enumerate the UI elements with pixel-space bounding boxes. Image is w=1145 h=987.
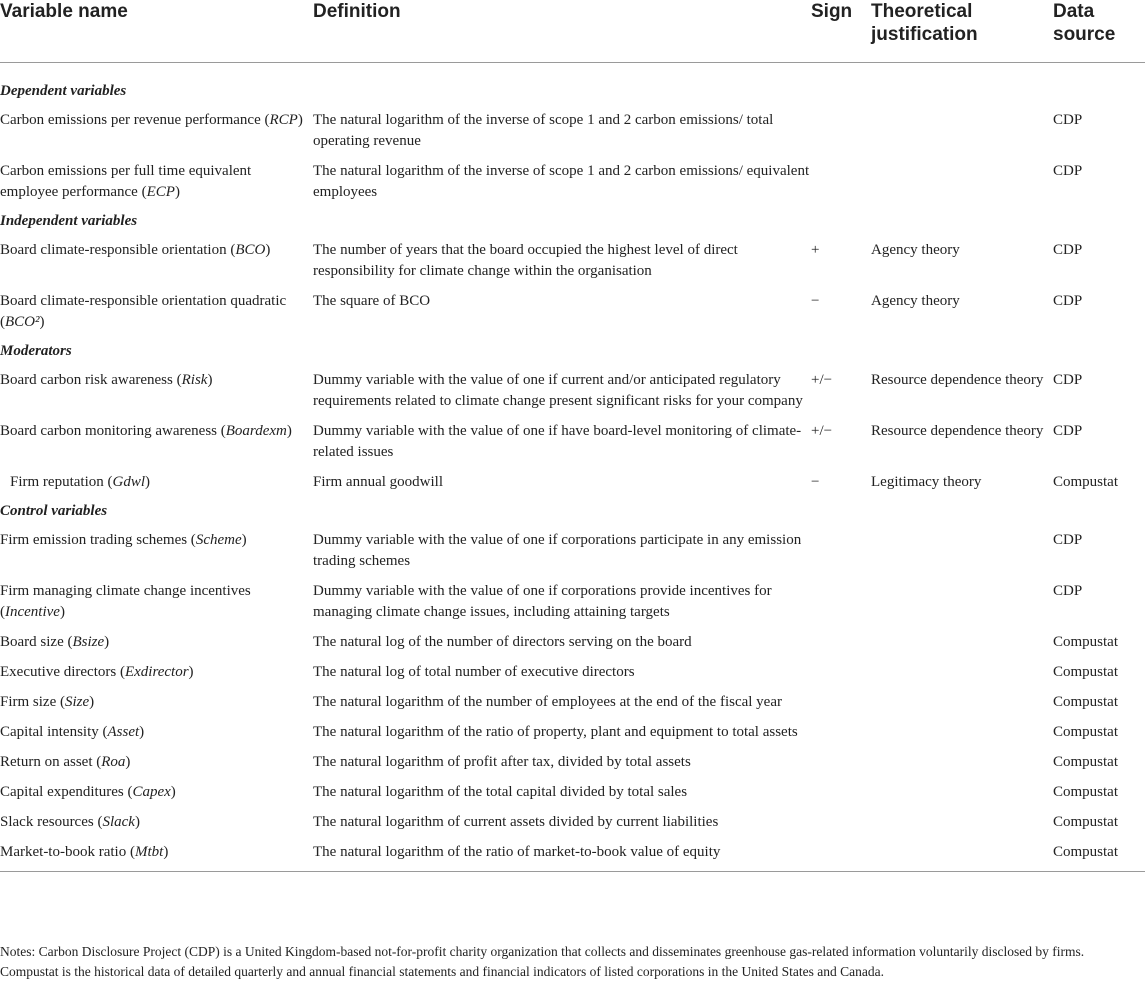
variable-name-cell: [0, 717, 313, 747]
definition-cell: The natural logarithm of the number of employees at the end of the fiscal year: [313, 694, 782, 710]
definition-cell: The natural logarithm of current assets divided by current liabilities: [313, 814, 719, 830]
sign-cell: +: [811, 242, 820, 258]
variable-name-close: ): [241, 532, 247, 548]
definition-cell: Dummy variable with the value of one if corporations participate in any emission trading schemes: [313, 532, 802, 569]
header-sign: Sign: [811, 1, 853, 22]
data-source-cell: Compustat: [1053, 694, 1119, 710]
table-row: [0, 525, 1145, 576]
variable-name-cell: [0, 156, 313, 207]
data-source-cell: Compustat: [1053, 474, 1119, 490]
variable-name-cell: [0, 687, 313, 717]
variable-abbreviation: Roa: [101, 754, 126, 770]
table-row: [0, 717, 1145, 747]
variable-name: Slack resources (: [0, 814, 103, 830]
header-data-source: Data source: [1053, 1, 1116, 45]
table-row: [0, 576, 1145, 627]
theory-cell: [871, 687, 1053, 717]
variable-name-cell: [0, 235, 313, 286]
section-title: Moderators: [0, 343, 72, 359]
sign-cell: [811, 627, 871, 657]
variable-abbreviation: Bsize: [72, 634, 105, 650]
variable-name-cell: [0, 627, 313, 657]
variable-abbreviation: Exdirector: [124, 664, 189, 680]
sign-cell: [811, 807, 871, 837]
variable-name: Firm emission trading schemes (: [0, 532, 196, 548]
table-notes: Notes: Carbon Disclosure Project (CDP) is a United Kingdom-based not-for-profit charity organization that collects and disseminates greenhouse gas-related information voluntarily disclosed by firms. Compustat is the historical data of detailed quarterly and annual financial statements and financial indicators of listed corporations in the United States and Canada.: [0, 944, 1085, 979]
definition-cell: Dummy variable with the value of one if current and/or anticipated regulatory requirements related to climate change present significant risks for your company: [313, 372, 803, 409]
section-row: [0, 63, 1145, 106]
theory-cell: [871, 525, 1053, 576]
definition-cell: Dummy variable with the value of one if have board-level monitoring of climate-related issues: [313, 423, 802, 460]
variable-name-cell: [0, 467, 313, 497]
definition-cell: The natural logarithm of the inverse of scope 1 and 2 carbon emissions/ total operating revenue: [313, 112, 774, 149]
theory-cell: Agency theory: [871, 293, 960, 309]
variable-name: Board carbon monitoring awareness (: [0, 423, 226, 439]
section-title: Dependent variables: [0, 83, 127, 99]
definition-cell: The square of BCO: [313, 293, 431, 309]
variable-name-close: ): [265, 242, 271, 258]
definition-cell: The number of years that the board occupied the highest level of direct responsibility for climate change within the organisation: [313, 242, 738, 279]
sign-cell: [811, 576, 871, 627]
variable-abbreviation: Asset: [107, 724, 140, 740]
variable-name-cell: [0, 747, 313, 777]
variable-name: Capital intensity (: [0, 724, 108, 740]
definition-cell: The natural logarithm of the ratio of property, plant and equipment to total assets: [313, 724, 798, 740]
theory-cell: Resource dependence theory: [871, 372, 1044, 388]
variable-name-cell: [0, 657, 313, 687]
variable-name-close: ): [174, 184, 180, 200]
variable-abbreviation: Capex: [132, 784, 171, 800]
data-source-cell: CDP: [1053, 583, 1083, 599]
variable-name: Board carbon risk awareness (: [0, 372, 182, 388]
table-row: [0, 747, 1145, 777]
variable-name: Executive directors (: [0, 664, 125, 680]
section-row: [0, 337, 1145, 365]
definition-cell: The natural logarithm of the inverse of scope 1 and 2 carbon emissions/ equivalent employees: [313, 163, 810, 200]
variable-abbreviation: Risk: [181, 372, 208, 388]
data-source-cell: CDP: [1053, 242, 1083, 258]
variable-name-close: ): [125, 754, 131, 770]
variable-name-cell: [0, 576, 313, 627]
sign-cell: [811, 156, 871, 207]
table-row: [0, 627, 1145, 657]
variable-abbreviation: Incentive: [5, 604, 60, 620]
variable-name-close: ): [39, 314, 45, 330]
table-body: [0, 63, 1145, 872]
variable-name-close: ): [89, 694, 95, 710]
variable-name: Carbon emissions per revenue performance (: [0, 112, 270, 128]
variable-name-close: ): [207, 372, 213, 388]
section-title: Independent variables: [0, 213, 138, 229]
definition-cell: Dummy variable with the value of one if corporations provide incentives for managing climate change issues, including attaining targets: [313, 583, 772, 620]
header-definition: Definition: [313, 1, 401, 22]
definition-cell: The natural logarithm of profit after tax, divided by total assets: [313, 754, 691, 770]
variable-name-close: ): [145, 474, 150, 490]
data-source-cell: Compustat: [1053, 634, 1119, 650]
table-row: [0, 837, 1145, 872]
sign-cell: +/−: [811, 423, 833, 439]
theory-cell: [871, 717, 1053, 747]
definition-cell: The natural logarithm of the total capital divided by total sales: [313, 784, 688, 800]
sign-cell: [811, 717, 871, 747]
table-row: [0, 235, 1145, 286]
variable-name: Capital expenditures (: [0, 784, 133, 800]
variable-abbreviation: ECP: [146, 184, 175, 200]
variable-abbreviation: Mtbt: [134, 844, 164, 860]
table-row: [0, 777, 1145, 807]
table-row: [0, 807, 1145, 837]
definition-cell: The natural log of the number of directors serving on the board: [313, 634, 692, 650]
theory-cell: Resource dependence theory: [871, 423, 1044, 439]
sign-cell: [811, 657, 871, 687]
sign-cell: [811, 525, 871, 576]
data-source-cell: CDP: [1053, 112, 1083, 128]
sign-cell: [811, 105, 871, 156]
data-source-cell: Compustat: [1053, 837, 1145, 872]
variable-abbreviation: Gdwl: [112, 474, 145, 490]
variable-name: Board climate-responsible orientation (: [0, 242, 236, 258]
variable-name-cell: [0, 105, 313, 156]
section-title: Control variables: [0, 503, 108, 519]
table-row: [0, 687, 1145, 717]
data-source-cell: CDP: [1053, 423, 1083, 439]
data-source-cell: Compustat: [1053, 814, 1119, 830]
sign-cell: [811, 777, 871, 807]
theory-cell: [871, 807, 1053, 837]
variable-abbreviation: BCO: [235, 242, 266, 258]
theory-cell: Legitimacy theory: [871, 474, 982, 490]
variable-name-cell: [0, 807, 313, 837]
header-theoretical-justification: Theoretical justification: [871, 1, 978, 45]
variable-name-close: ): [104, 634, 110, 650]
variable-name: Firm size (: [0, 694, 65, 710]
variable-name-cell: [0, 365, 313, 416]
definition-cell: The natural logarithm of the ratio of market-to-book value of equity: [313, 837, 811, 872]
variable-name-close: ): [170, 784, 176, 800]
variable-name-close: ): [286, 423, 292, 439]
variable-name: Firm managing climate change incentives (: [0, 583, 251, 620]
table-row: [0, 286, 1145, 337]
data-source-cell: CDP: [1053, 163, 1083, 179]
theory-cell: Agency theory: [871, 242, 960, 258]
variable-name-close: ): [188, 664, 194, 680]
variable-name: Board size (: [0, 634, 73, 650]
variable-name-cell: [0, 416, 313, 467]
data-source-cell: CDP: [1053, 372, 1083, 388]
section-row: [0, 497, 1145, 525]
variable-name-cell: [0, 525, 313, 576]
variable-name: Market-to-book ratio (: [0, 844, 135, 860]
variable-name-cell: [0, 777, 313, 807]
theory-cell: [871, 777, 1053, 807]
data-source-cell: Compustat: [1053, 664, 1119, 680]
variable-abbreviation: RCP: [269, 112, 298, 128]
variable-name: Board climate-responsible orientation quadratic (: [0, 293, 287, 330]
variable-name-close: ): [139, 724, 145, 740]
data-source-cell: CDP: [1053, 293, 1083, 309]
table-row: [0, 365, 1145, 416]
theory-cell: [871, 576, 1053, 627]
variable-name-close: ): [134, 814, 140, 830]
sign-cell: [811, 837, 871, 872]
data-source-cell: Compustat: [1053, 784, 1119, 800]
variable-abbreviation: Slack: [102, 814, 135, 830]
sign-cell: [811, 687, 871, 717]
variable-name: Carbon emissions per full time equivalent employee performance (: [0, 163, 252, 200]
theory-cell: [871, 105, 1053, 156]
variable-abbreviation: BCO²: [5, 314, 40, 330]
data-source-cell: CDP: [1053, 532, 1083, 548]
table-row: [0, 657, 1145, 687]
table-row: [0, 416, 1145, 467]
section-row: [0, 207, 1145, 235]
sign-cell: +/−: [811, 372, 833, 388]
theory-cell: [871, 747, 1053, 777]
data-source-cell: Compustat: [1053, 724, 1119, 740]
table-row: [0, 156, 1145, 207]
theory-cell: [871, 627, 1053, 657]
variable-name: Return on asset (: [0, 754, 102, 770]
variable-name-close: ): [163, 844, 169, 860]
theory-cell: [871, 156, 1053, 207]
variable-name-cell: [0, 837, 313, 872]
data-source-cell: Compustat: [1053, 754, 1119, 770]
sign-cell: −: [811, 293, 820, 309]
theory-cell: [871, 657, 1053, 687]
table-row: [0, 105, 1145, 156]
header-variable-name: Variable name: [0, 1, 128, 22]
header-row: [0, 0, 1145, 63]
theory-cell: [871, 837, 1053, 872]
variable-name: Firm reputation (: [10, 474, 113, 490]
table-row: [0, 467, 1145, 497]
definition-cell: The natural log of total number of executive directors: [313, 664, 635, 680]
variable-abbreviation: Scheme: [195, 532, 242, 548]
variable-name-close: ): [297, 112, 303, 128]
sign-cell: [811, 747, 871, 777]
variable-abbreviation: Size: [65, 694, 90, 710]
variable-abbreviation: Boardexm: [225, 423, 287, 439]
variable-name-cell: [0, 286, 313, 337]
definition-cell: Firm annual goodwill: [313, 474, 443, 490]
sign-cell: −: [811, 474, 820, 490]
variable-name-close: ): [59, 604, 65, 620]
